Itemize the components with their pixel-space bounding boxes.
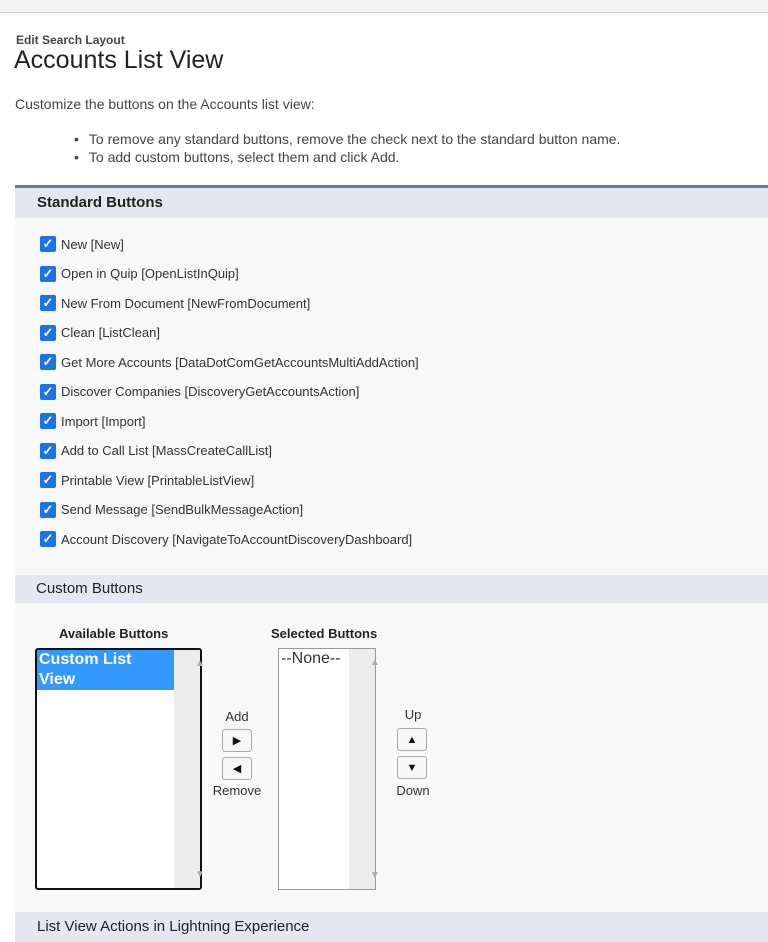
standard-button-label: Printable View [PrintableListView] xyxy=(61,472,255,488)
checkbox[interactable]: ✓ xyxy=(40,413,56,429)
custom-buttons-header: Custom Buttons xyxy=(15,575,768,603)
scroll-up-icon[interactable]: ▲ xyxy=(370,657,380,668)
standard-button-label: New [New] xyxy=(61,236,124,252)
intro-text: Customize the buttons on the Accounts list view: xyxy=(15,96,315,112)
standard-button-row[interactable] xyxy=(40,266,239,282)
checkbox[interactable]: ✓ xyxy=(40,472,56,488)
add-button[interactable] xyxy=(222,729,252,752)
selected-buttons-list[interactable] xyxy=(278,648,380,890)
remove-label: Remove xyxy=(212,783,262,798)
standard-button-row[interactable] xyxy=(40,502,303,518)
list-option-custom-list-view[interactable]: Custom List View xyxy=(37,650,174,690)
checkbox[interactable]: ✓ xyxy=(40,443,56,459)
down-label: Down xyxy=(396,783,430,798)
instructions xyxy=(74,130,620,166)
available-buttons-label: Available Buttons xyxy=(59,626,169,641)
standard-button-label: Clean [ListClean] xyxy=(61,325,160,340)
arrow-right-icon: ▶ xyxy=(232,735,242,747)
standard-button-row[interactable] xyxy=(40,472,254,488)
standard-button-row[interactable] xyxy=(40,295,310,311)
standard-button-label: Discover Companies [DiscoveryGetAccountsAction] xyxy=(61,384,360,399)
instruction: • To add custom buttons, select them and click Add. xyxy=(74,148,620,166)
instruction: • To remove any standard buttons, remove the check next to the standard button name. xyxy=(74,130,620,148)
checkbox[interactable]: ✓ xyxy=(40,502,56,518)
checkbox[interactable]: ✓ xyxy=(40,384,56,400)
top-bar xyxy=(0,0,768,13)
selected-buttons-label: Selected Buttons xyxy=(271,626,378,641)
checkbox[interactable]: ✓ xyxy=(40,295,56,311)
standard-button-row[interactable] xyxy=(40,531,412,547)
standard-button-label: Open in Quip [OpenListInQuip] xyxy=(61,266,239,281)
available-buttons-list[interactable] xyxy=(35,648,205,890)
up-label: Up xyxy=(404,707,422,722)
layout-panel xyxy=(15,185,768,935)
standard-button-label: Account Discovery [NavigateToAccountDiscoveryDashboard] xyxy=(61,531,413,547)
checkbox[interactable]: ✓ xyxy=(40,325,56,341)
list-view-actions-header: List View Actions in Lightning Experience xyxy=(15,912,768,942)
standard-button-row[interactable] xyxy=(40,325,160,341)
page-subtitle: Edit Search Layout xyxy=(16,33,125,47)
scrollbar[interactable] xyxy=(174,650,205,888)
standard-button-row[interactable] xyxy=(40,354,419,370)
checkbox[interactable]: ✓ xyxy=(40,531,56,547)
add-label: Add xyxy=(225,709,249,724)
standard-button-row[interactable] xyxy=(40,443,272,459)
standard-buttons-header: Standard Buttons xyxy=(15,188,768,218)
scroll-down-icon[interactable]: ▼ xyxy=(370,870,380,881)
arrow-down-icon: ▼ xyxy=(406,761,418,774)
standard-button-label: Send Message [SendBulkMessageAction] xyxy=(61,502,304,517)
arrow-up-icon: ▲ xyxy=(406,733,418,746)
scroll-down-icon[interactable]: ▼ xyxy=(195,869,205,880)
standard-button-label: Get More Accounts [DataDotComGetAccountsMultiAddAction] xyxy=(61,354,419,370)
standard-button-label: Add to Call List [MassCreateCallList] xyxy=(61,443,272,458)
scroll-up-icon[interactable]: ▲ xyxy=(195,658,205,669)
standard-button-row[interactable] xyxy=(40,413,146,429)
standard-button-label: Import [Import] xyxy=(61,413,146,429)
page-title: Accounts List View xyxy=(14,46,224,74)
checkbox[interactable]: ✓ xyxy=(40,354,56,370)
move-down-button[interactable] xyxy=(397,756,427,779)
standard-button-label: New From Document [NewFromDocument] xyxy=(61,295,311,311)
checkbox[interactable]: ✓ xyxy=(40,236,56,252)
checkbox[interactable]: ✓ xyxy=(40,266,56,282)
standard-button-row[interactable] xyxy=(40,384,359,400)
list-option-none[interactable]: --None-- xyxy=(281,650,341,667)
scrollbar[interactable] xyxy=(349,649,380,889)
standard-button-row[interactable] xyxy=(40,236,124,252)
arrow-left-icon: ◀ xyxy=(232,763,242,775)
move-up-button[interactable] xyxy=(397,728,427,751)
remove-button[interactable] xyxy=(222,757,252,780)
